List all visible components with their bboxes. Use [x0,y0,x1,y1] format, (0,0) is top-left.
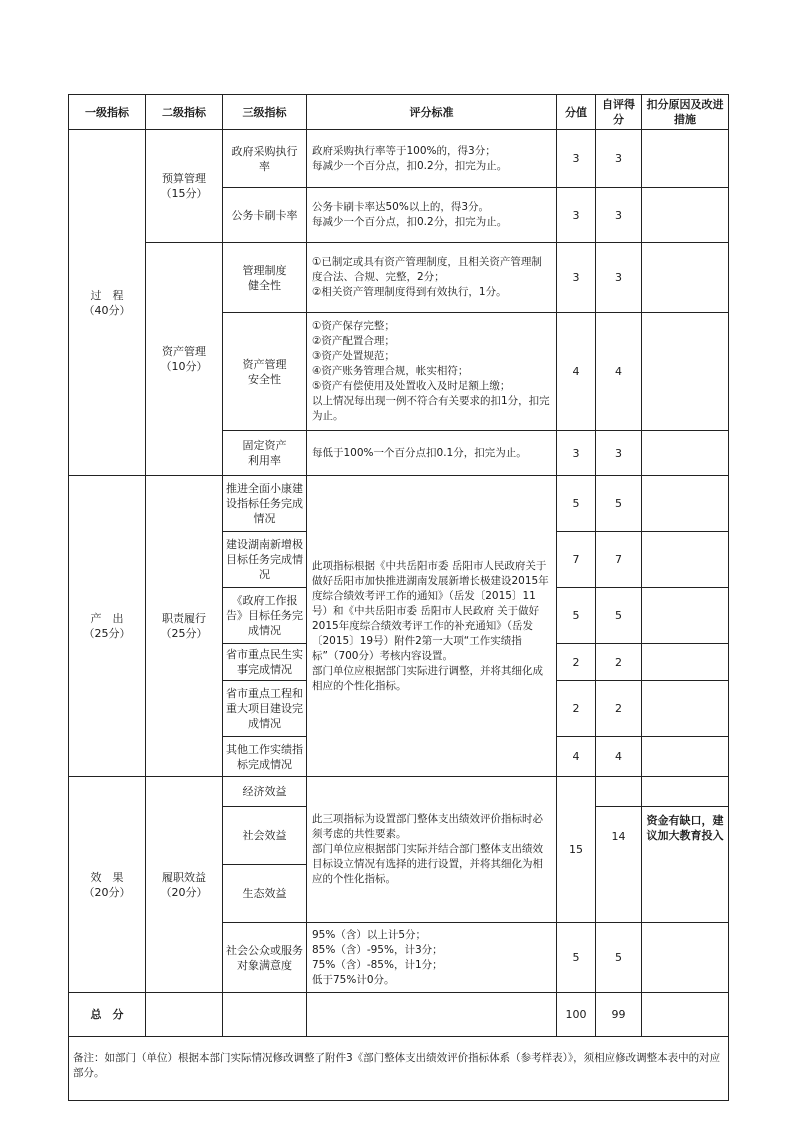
evaluation-table [68,94,729,1101]
self-score-value: 3 [596,243,642,313]
score-value: 4 [557,313,596,431]
effect-label: 效 果 （20分） [69,777,146,993]
criteria-text: 政府采购执行率等于100%的，得3分； 每减少一个百分点，扣0.2分，扣完为止。 [307,130,557,188]
empty-cell [307,993,557,1037]
indicator-social: 社会效益 [223,807,307,865]
benefit-label: 履职效益 （20分） [146,777,223,993]
score-value: 3 [557,188,596,243]
indicator-name: 社会公众或服务对象满意度 [223,923,307,993]
process-label: 过 程 （40分） [69,130,146,476]
indicator-name: 管理制度 健全性 [223,243,307,313]
header-row [69,95,729,130]
total-row [69,993,729,1037]
score-value: 3 [557,130,596,188]
total-self-score-value: 99 [596,993,642,1037]
indicator-name: 《政府工作报告》目标任务完成情况 [223,588,307,644]
score-value: 5 [557,476,596,532]
indicator-name: 固定资产 利用率 [223,431,307,476]
self-score-value: 3 [596,431,642,476]
self-score-value: 4 [596,313,642,431]
header-level3: 三级指标 [223,95,307,130]
self-score-value: 4 [596,737,642,777]
total-label: 总 分 [69,993,146,1037]
remark-cell [642,313,729,431]
self-score-value: 2 [596,644,642,681]
empty-cell [642,993,729,1037]
self-score-value: 3 [596,130,642,188]
remark-cell [642,644,729,681]
empty-cell [223,993,307,1037]
indicator-name: 省市重点工程和重大项目建设完成情况 [223,681,307,737]
asset-mgmt-label: 资产管理 （10分） [146,243,223,476]
effect-criteria-text: 此三项指标为设置部门整体支出绩效评价指标时必须考虑的共性要素。 部门单位应根据部门实际并结合部门整体支出绩效目标设立情况有选择的进行设置，并将其细化为相应的个性化指标。 [307,777,557,923]
self-score-value: 3 [596,188,642,243]
remark-cell [642,476,729,532]
remark-cell [642,588,729,644]
criteria-text: 公务卡刷卡率达50%以上的，得3分。 每减少一个百分点，扣0.2分，扣完为止。 [307,188,557,243]
remark-cell [642,431,729,476]
output-criteria-text: 此项指标根据《中共岳阳市委 岳阳市人民政府关于做好岳阳市加快推进湖南发展新增长极建设2015年度综合绩效考评工作的通知》（岳发〔2015〕11号）和《中共岳阳市委 岳阳市人民政府 关于做好2015年度综合绩效考评工作的补充通知》（岳发〔2015〕19号）附件2第一大项“工作实绩指标”（700分）考核内容设置。 部门单位应根据部门实际进行调整，并将其细化成相应的个性化指标。 [307,476,557,777]
indicator-ecological: 生态效益 [223,865,307,923]
self-score-value: 7 [596,532,642,588]
self-score-value: 2 [596,681,642,737]
remark-cell [642,737,729,777]
score-value: 2 [557,681,596,737]
header-level1: 一级指标 [69,95,146,130]
effect-score-value: 15 [557,777,596,923]
header-remarks: 扣分原因及改进措施 [642,95,729,130]
table-row [69,777,729,807]
criteria-text: 95%（含）以上计5分； 85%（含）-95%，计3分； 75%（含）-85%，计1分； 低于75%计0分。 [307,923,557,993]
score-value: 3 [557,243,596,313]
effect-self-score-value: 14 [596,807,642,923]
score-value: 2 [557,644,596,681]
self-score-value: 5 [596,588,642,644]
indicator-name: 建设湖南新增极目标任务完成情况 [223,532,307,588]
header-score: 分值 [557,95,596,130]
score-value: 5 [557,588,596,644]
self-score-blank [596,777,642,807]
remark-cell [642,923,729,993]
criteria-text: ①资产保存完整； ②资产配置合理； ③资产处置规范； ④资产账务管理合规，帐实相符； ⑤资产有偿使用及处置收入及时足额上缴； 以上情况每出现一例不符合有关要求的扣1分，扣完为止。 [307,313,557,431]
criteria-text: 每低于100%一个百分点扣0.1分，扣完为止。 [307,431,557,476]
remark-blank [642,777,729,807]
indicator-name: 资产管理 安全性 [223,313,307,431]
empty-cell [146,993,223,1037]
indicator-name: 推进全面小康建设指标任务完成情况 [223,476,307,532]
table-row [69,476,729,532]
self-score-value: 5 [596,476,642,532]
total-score-value: 100 [557,993,596,1037]
criteria-text: ①已制定或具有资产管理制度，且相关资产管理制度合法、合规、完整，2分； ②相关资产管理制度得到有效执行，1分。 [307,243,557,313]
indicator-economic: 经济效益 [223,777,307,807]
header-level2: 二级指标 [146,95,223,130]
indicator-name: 政府采购执行 率 [223,130,307,188]
indicator-name: 公务卡刷卡率 [223,188,307,243]
header-criteria: 评分标准 [307,95,557,130]
output-label: 产 出 （25分） [69,476,146,777]
remark-cell [642,681,729,737]
table-row [69,130,729,188]
remark-cell [642,243,729,313]
duty-label: 职责履行 （25分） [146,476,223,777]
indicator-name: 其他工作实绩指标完成情况 [223,737,307,777]
score-value: 3 [557,431,596,476]
remark-cell [642,130,729,188]
remark-cell [642,188,729,243]
footnote-row [69,1037,729,1101]
indicator-name: 省市重点民生实事完成情况 [223,644,307,681]
table-row [69,243,729,313]
score-value: 4 [557,737,596,777]
footnote: 备注：如部门（单位）根据本部门实际情况修改调整了附件3《部门整体支出绩效评价指标体系（参考样表）》，须相应修改调整本表中的对应部分。 [69,1037,729,1101]
score-value: 5 [557,923,596,993]
effect-remark: 资金有缺口，建议加大教育投入 [642,807,729,923]
budget-mgmt-label: 预算管理 （15分） [146,130,223,243]
header-self-score: 自评得分 [596,95,642,130]
self-score-value: 5 [596,923,642,993]
remark-cell [642,532,729,588]
score-value: 7 [557,532,596,588]
